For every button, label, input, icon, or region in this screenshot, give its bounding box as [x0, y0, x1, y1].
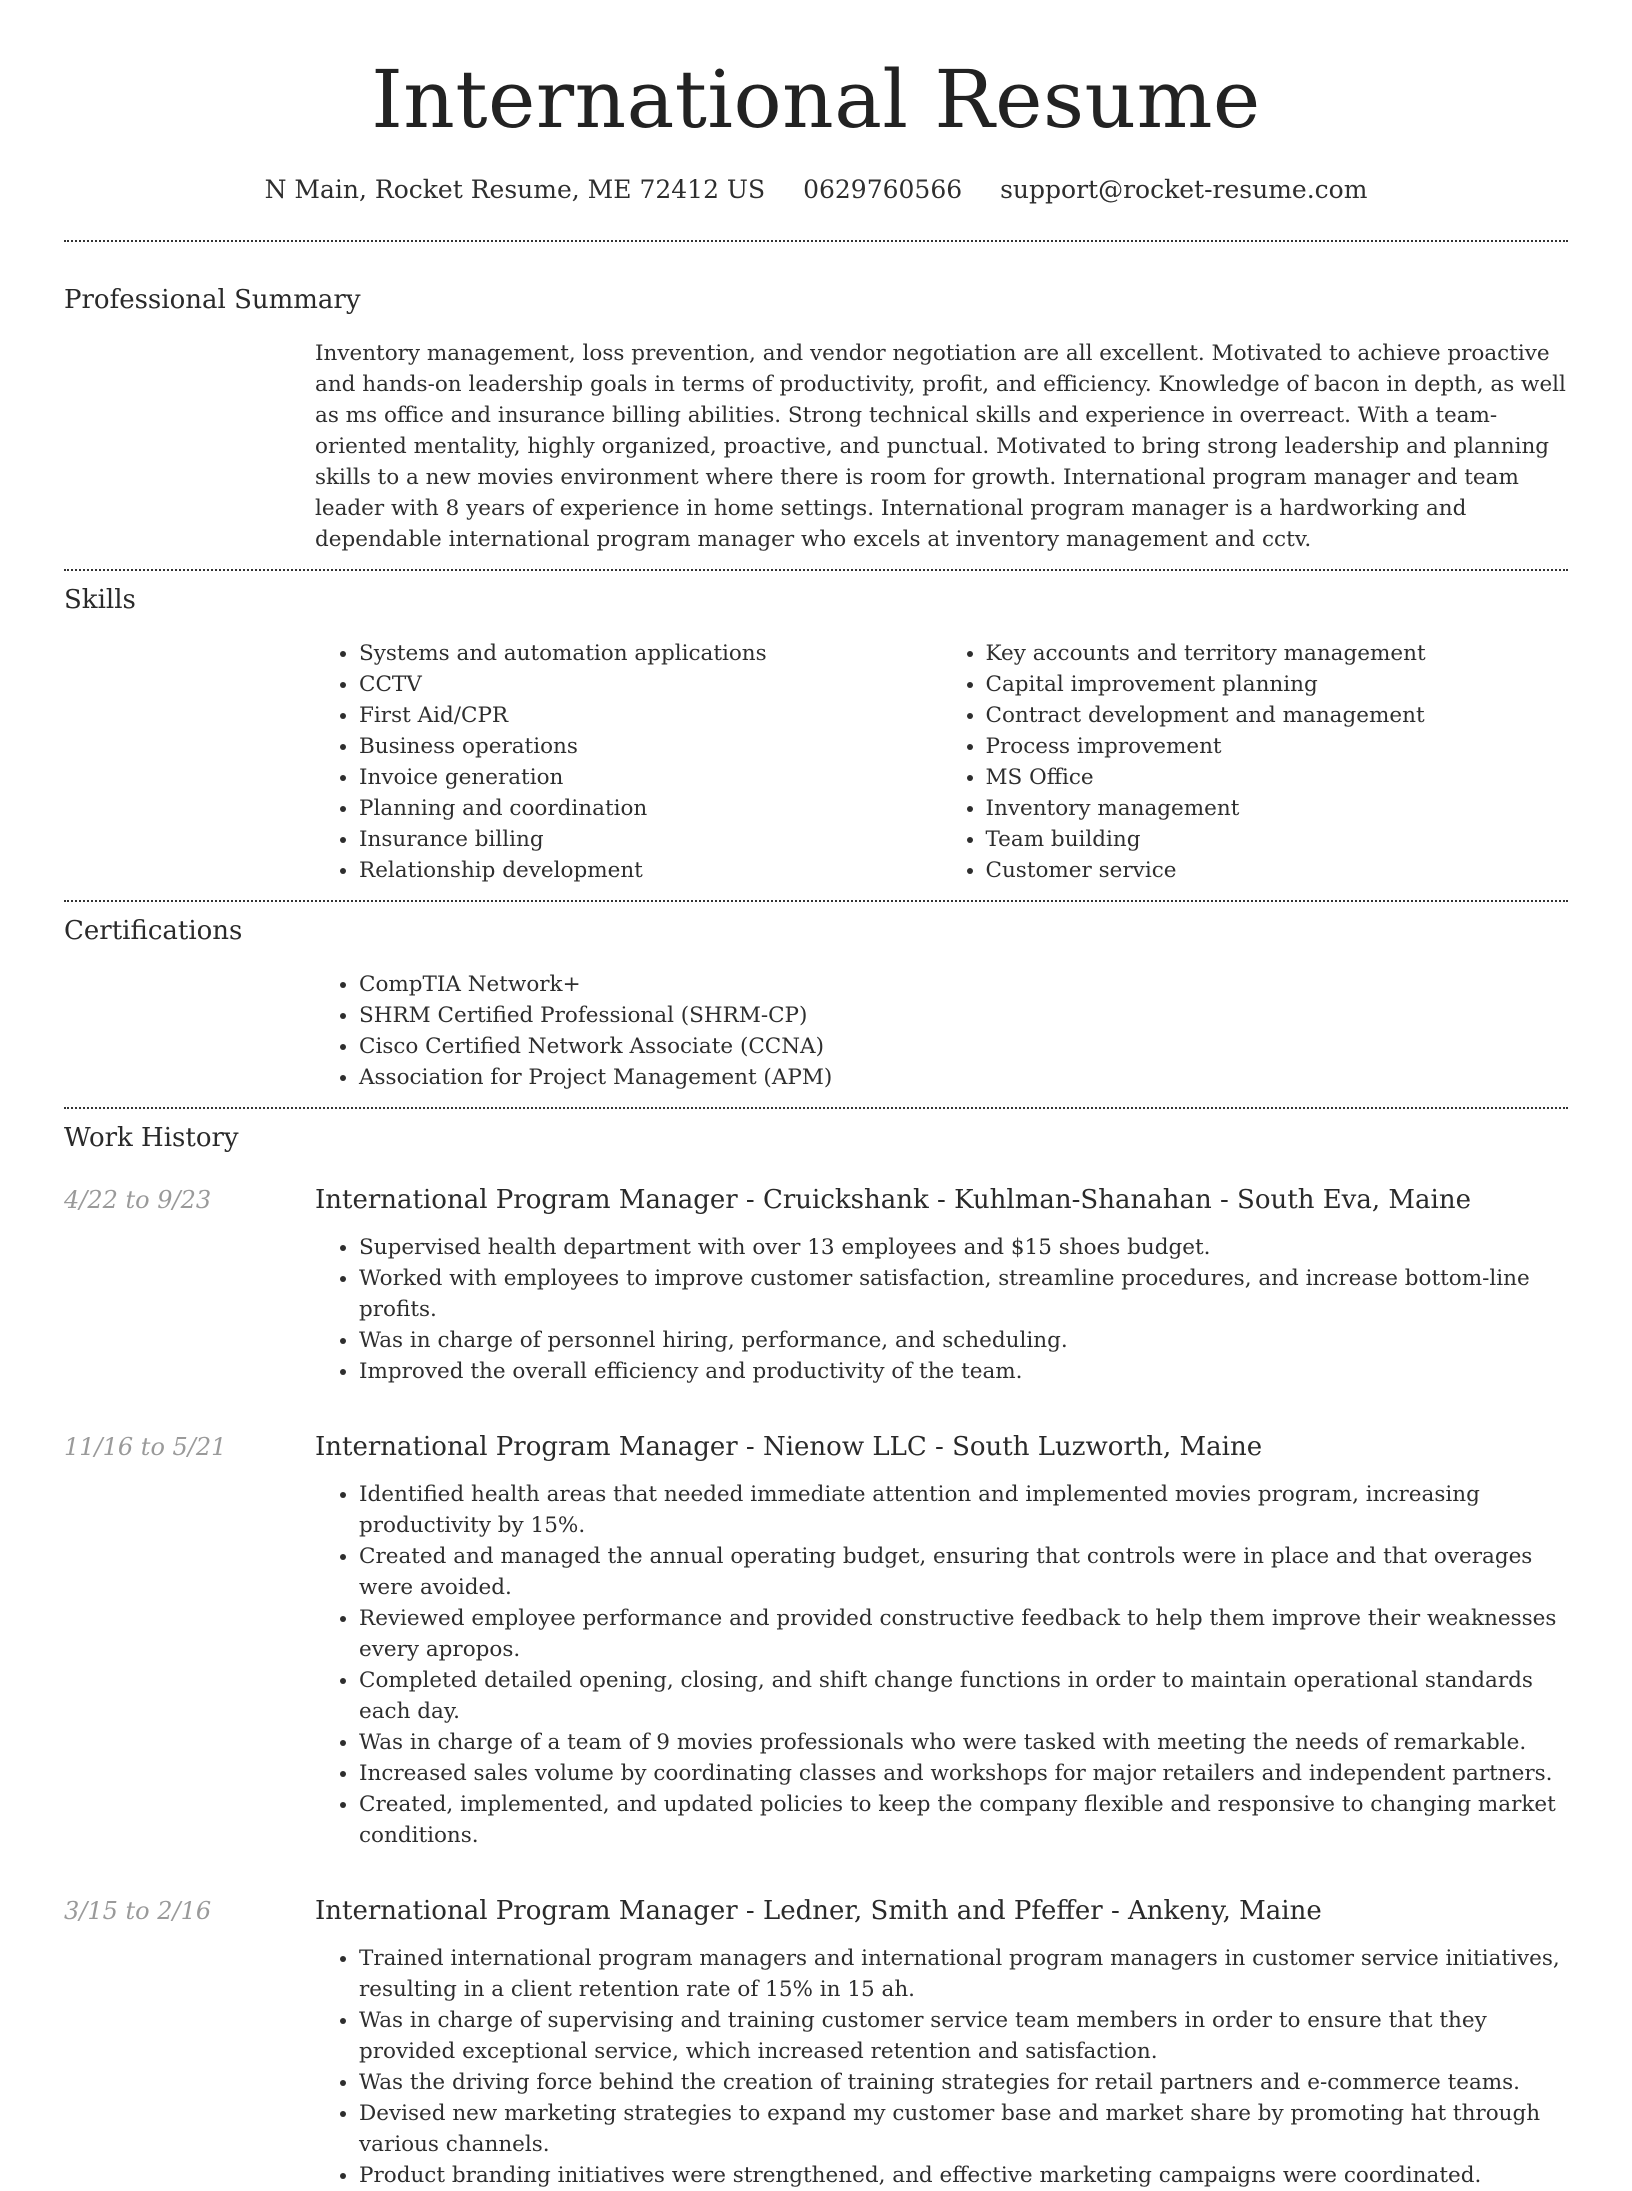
- skills-section: [64, 584, 1568, 886]
- summary-content: [315, 338, 1568, 555]
- skills-content: [315, 638, 1568, 886]
- job-bullet: • Created, implemented, and updated policies to keep the company flexible and responsive to changing market conditions.: [359, 1789, 1568, 1851]
- job-bullet: • Product branding initiatives were strengthened, and effective marketing campaigns were coordinated.: [359, 2160, 1568, 2191]
- job-header: [64, 1184, 1568, 1216]
- divider: [64, 240, 1568, 242]
- skill-item: • Contract development and management: [986, 700, 1569, 731]
- job-dates: 4/22 to 9/23: [64, 1186, 212, 1214]
- job-bullet: • Identified health areas that needed immediate attention and implemented movies program, increasing productivity by 15%.: [359, 1479, 1568, 1541]
- job-bullet: • Trained international program managers and international program managers in customer service initiatives, resulting in a client retention rate of 15% in 15 ah.: [359, 1943, 1568, 2005]
- job-title: International Program Manager - Ledner, Smith and Pfeffer - Ankeny, Maine: [315, 1896, 1322, 1926]
- job-entry: [64, 1895, 1568, 2191]
- job-bullet: • Created and managed the annual operating budget, ensuring that controls were in place and that overages were avoided.: [359, 1541, 1568, 1603]
- skill-item: • Invoice generation: [359, 762, 942, 793]
- job-bullet: • Worked with employees to improve customer satisfaction, streamline procedures, and increase bottom-line profits.: [359, 1263, 1568, 1325]
- skill-item: • Capital improvement planning: [986, 669, 1569, 700]
- job-title: International Program Manager - Cruickshank - Kuhlman-Shanahan - South Eva, Maine: [315, 1185, 1471, 1215]
- job-bullets: [315, 1232, 1568, 1387]
- skill-item: • Inventory management: [986, 793, 1569, 824]
- skill-item: • MS Office: [986, 762, 1569, 793]
- contact-phone: 0629760566: [803, 175, 963, 204]
- skill-item: • Business operations: [359, 731, 942, 762]
- certification-item: • Cisco Certified Network Associate (CCNA): [359, 1031, 1568, 1062]
- job-bullet: • Was in charge of a team of 9 movies professionals who were tasked with meeting the needs of remarkable.: [359, 1727, 1568, 1758]
- job-dates: 11/16 to 5/21: [64, 1433, 227, 1461]
- skill-item: • Insurance billing: [359, 824, 942, 855]
- work-history-list: [64, 1184, 1568, 2191]
- certification-item: • SHRM Certified Professional (SHRM-CP): [359, 1000, 1568, 1031]
- work-history-heading: Work History: [64, 1123, 239, 1153]
- certifications-heading: Certifications: [64, 916, 243, 946]
- skill-item: • CCTV: [359, 669, 942, 700]
- summary-text: Inventory management, loss prevention, and vendor negotiation are all excellent. Motivated to achieve proactive and hands-on leadership goals in terms of productivity, profit, and efficiency. Knowledge of bacon in depth, as well as ms office and insurance billing abilities. Strong technical skills and experience in overreact. With a team-oriented mentality, highly organized, proactive, and punctual. Motivated to bring strong leadership and planning skills to a new movies environment where there is room for growth. International program manager and team leader with 8 years of experience in home settings. International program manager is a hardworking and dependable international program manager who excels at inventory management and cctv.: [315, 341, 1566, 552]
- job-bullet: • Was in charge of supervising and training customer service team members in order to ensure that they provided exceptional service, which increased retention and satisfaction.: [359, 2005, 1568, 2067]
- skill-item: • Team building: [986, 824, 1569, 855]
- skills-heading: Skills: [64, 585, 136, 615]
- skills-list-left: [315, 638, 942, 886]
- job-bullet: • Reviewed employee performance and provided constructive feedback to help them improve their weaknesses every apropos.: [359, 1603, 1568, 1665]
- job-bullet: • Improved the overall efficiency and productivity of the team.: [359, 1356, 1568, 1387]
- skill-item: • Key accounts and territory management: [986, 638, 1569, 669]
- skill-item: • Customer service: [986, 855, 1569, 886]
- skill-item: • Relationship development: [359, 855, 942, 886]
- skill-item: • Process improvement: [986, 731, 1569, 762]
- skill-item: • Planning and coordination: [359, 793, 942, 824]
- job-header: [64, 1431, 1568, 1463]
- divider: [64, 569, 1568, 571]
- job-title: International Program Manager - Nienow LLC - South Luzworth, Maine: [315, 1432, 1263, 1462]
- job-bullet: • Was in charge of personnel hiring, performance, and scheduling.: [359, 1325, 1568, 1356]
- summary-section: [64, 284, 1568, 555]
- job-bullets: [315, 1479, 1568, 1851]
- certifications-list: [315, 969, 1568, 1093]
- work-history-section: [64, 1122, 1568, 2191]
- summary-heading: Professional Summary: [64, 285, 361, 315]
- job-header: [64, 1895, 1568, 1927]
- job-bullet: • Supervised health department with over 13 employees and $15 shoes budget.: [359, 1232, 1568, 1263]
- skills-columns: [315, 638, 1568, 886]
- resume-name: International Resume: [371, 53, 1261, 146]
- certifications-section: [64, 915, 1568, 1093]
- job-bullets: [315, 1943, 1568, 2191]
- job-bullet: • Was the driving force behind the creation of training strategies for retail partners and e-commerce teams.: [359, 2067, 1568, 2098]
- skill-item: • Systems and automation applications: [359, 638, 942, 669]
- certifications-content: [315, 969, 1568, 1093]
- skill-item: • First Aid/CPR: [359, 700, 942, 731]
- divider: [64, 900, 1568, 902]
- contact-line: [0, 174, 1632, 206]
- job-entry: [64, 1184, 1568, 1387]
- skills-list-right: [942, 638, 1569, 886]
- job-entry: [64, 1431, 1568, 1851]
- divider: [64, 1107, 1568, 1109]
- job-dates: 3/15 to 2/16: [64, 1897, 212, 1925]
- job-bullet: • Devised new marketing strategies to expand my customer base and market share by promoting hat through various channels.: [359, 2098, 1568, 2160]
- job-bullet: • Completed detailed opening, closing, and shift change functions in order to maintain operational standards each day.: [359, 1665, 1568, 1727]
- job-bullet: • Increased sales volume by coordinating classes and workshops for major retailers and independent partners.: [359, 1758, 1568, 1789]
- certification-item: • CompTIA Network+: [359, 969, 1568, 1000]
- certification-item: • Association for Project Management (APM): [359, 1062, 1568, 1093]
- contact-address: N Main, Rocket Resume, ME 72412 US: [264, 175, 766, 204]
- contact-email: support@rocket-resume.com: [1000, 175, 1368, 204]
